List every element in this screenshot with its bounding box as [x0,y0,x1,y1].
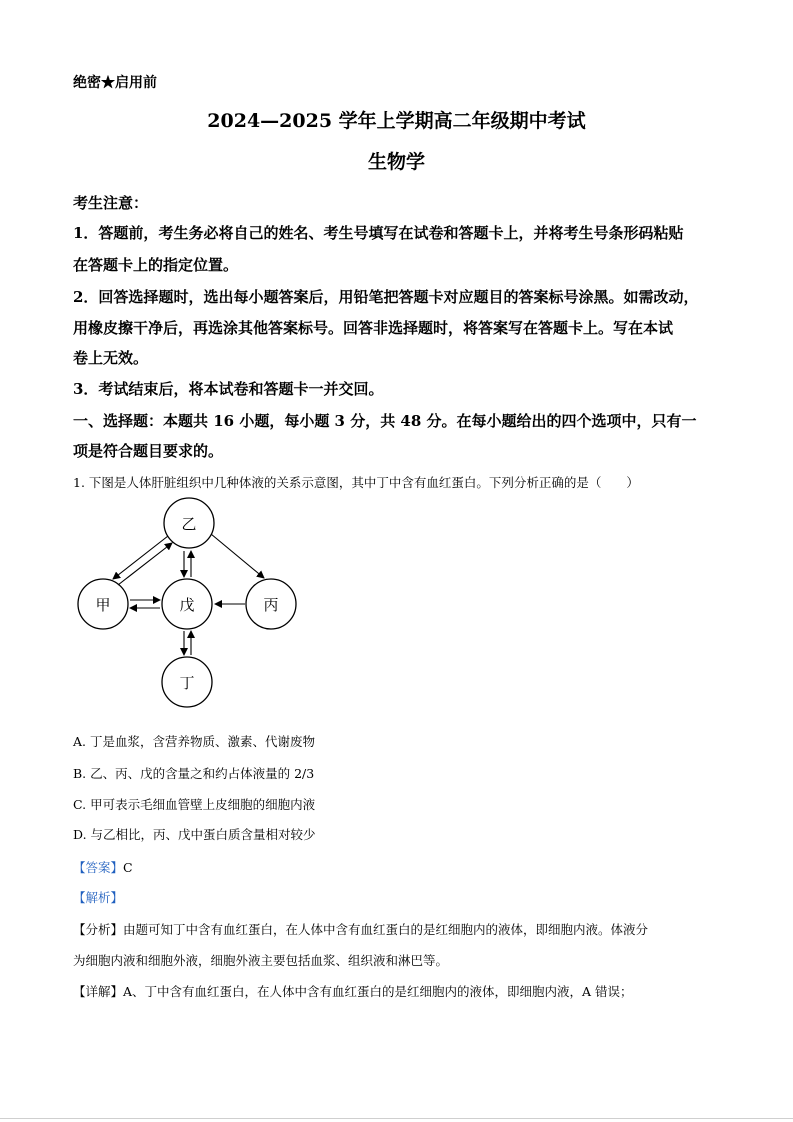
fenxi-line-2: 为细胞内液和细胞外液，细胞外液主要包括血浆、组织液和淋巴等。 [73,953,449,968]
arrow-yi-to-jia [113,536,168,579]
subject-title: 生物学 [367,151,425,173]
arrow-jia-to-yi [118,543,172,585]
answer-line [73,858,133,876]
answer-value: C [123,860,133,875]
arrow-yi-to-bing [211,534,264,578]
question-stem: 1. 下图是人体肝脏组织中几种体液的关系示意图，其中丁中含有血红蛋白。下列分析正确的是（ ） [73,475,639,490]
xiangjie-line [73,982,633,1000]
notice-line: 卷上无效。 [73,349,149,367]
option-b: B. 乙、丙、戊的含量之和约占体液量的 2/3 [73,766,315,781]
page-bottom-rule [0,1118,793,1119]
notice-line: 2．回答选择题时，选出每小题答案后，用铅笔把答题卡对应题目的答案标号涂黑。如需改动， [73,288,699,306]
notice-line: 1．答题前，考生务必将自己的姓名、考生号填写在试卷和答题卡上，并将考生号条形码粘贴 [73,224,684,242]
body-fluid-diagram [70,494,310,714]
notice-line: 3．考试结束后，将本试卷和答题卡一并交回。 [73,380,384,398]
node-yi-label: 乙 [181,515,197,533]
node-bing-label: 丙 [263,596,279,614]
exam-title: 2024—2025 学年上学期高二年级期中考试 [207,110,586,132]
section-heading-cont: 项是符合题目要求的。 [73,442,224,460]
option-a: A. 丁是血浆，含营养物质、激素、代谢废物 [73,734,315,749]
fenxi-text: 由题可知丁中含有血红蛋白，在人体中含有血红蛋白的是红细胞内的液体，即细胞内液。体液分 [123,922,649,937]
notice-line: 在答题卡上的指定位置。 [73,256,239,274]
analysis-tag: 【解析】 [73,890,124,905]
section-heading: 一、选择题：本题共 16 小题，每小题 3 分，共 48 分。在每小题给出的四个选项中，只有一 [73,412,697,430]
fenxi-tag: 【分析】 [73,922,124,937]
confidential-label: 绝密★启用前 [73,75,157,91]
option-c: C. 甲可表示毛细血管壁上皮细胞的细胞内液 [73,797,316,812]
fenxi-line [73,920,648,938]
node-ding-label: 丁 [179,674,195,692]
notice-heading: 考生注意： [73,194,149,212]
option-d: D. 与乙相比，丙、戊中蛋白质含量相对较少 [73,827,316,842]
xiangjie-text: A、丁中含有血红蛋白，在人体中含有血红蛋白的是红细胞内的液体，即细胞内液，A 错误； [123,984,633,999]
node-jia-label: 甲 [95,596,111,614]
notice-line: 用橡皮擦干净后，再选涂其他答案标号。回答非选择题时，将答案写在答题卡上。写在本试 [73,319,674,337]
node-wu-label: 戊 [179,596,195,614]
xiangjie-tag: 【详解】 [73,984,124,999]
answer-tag: 【答案】 [73,860,124,875]
